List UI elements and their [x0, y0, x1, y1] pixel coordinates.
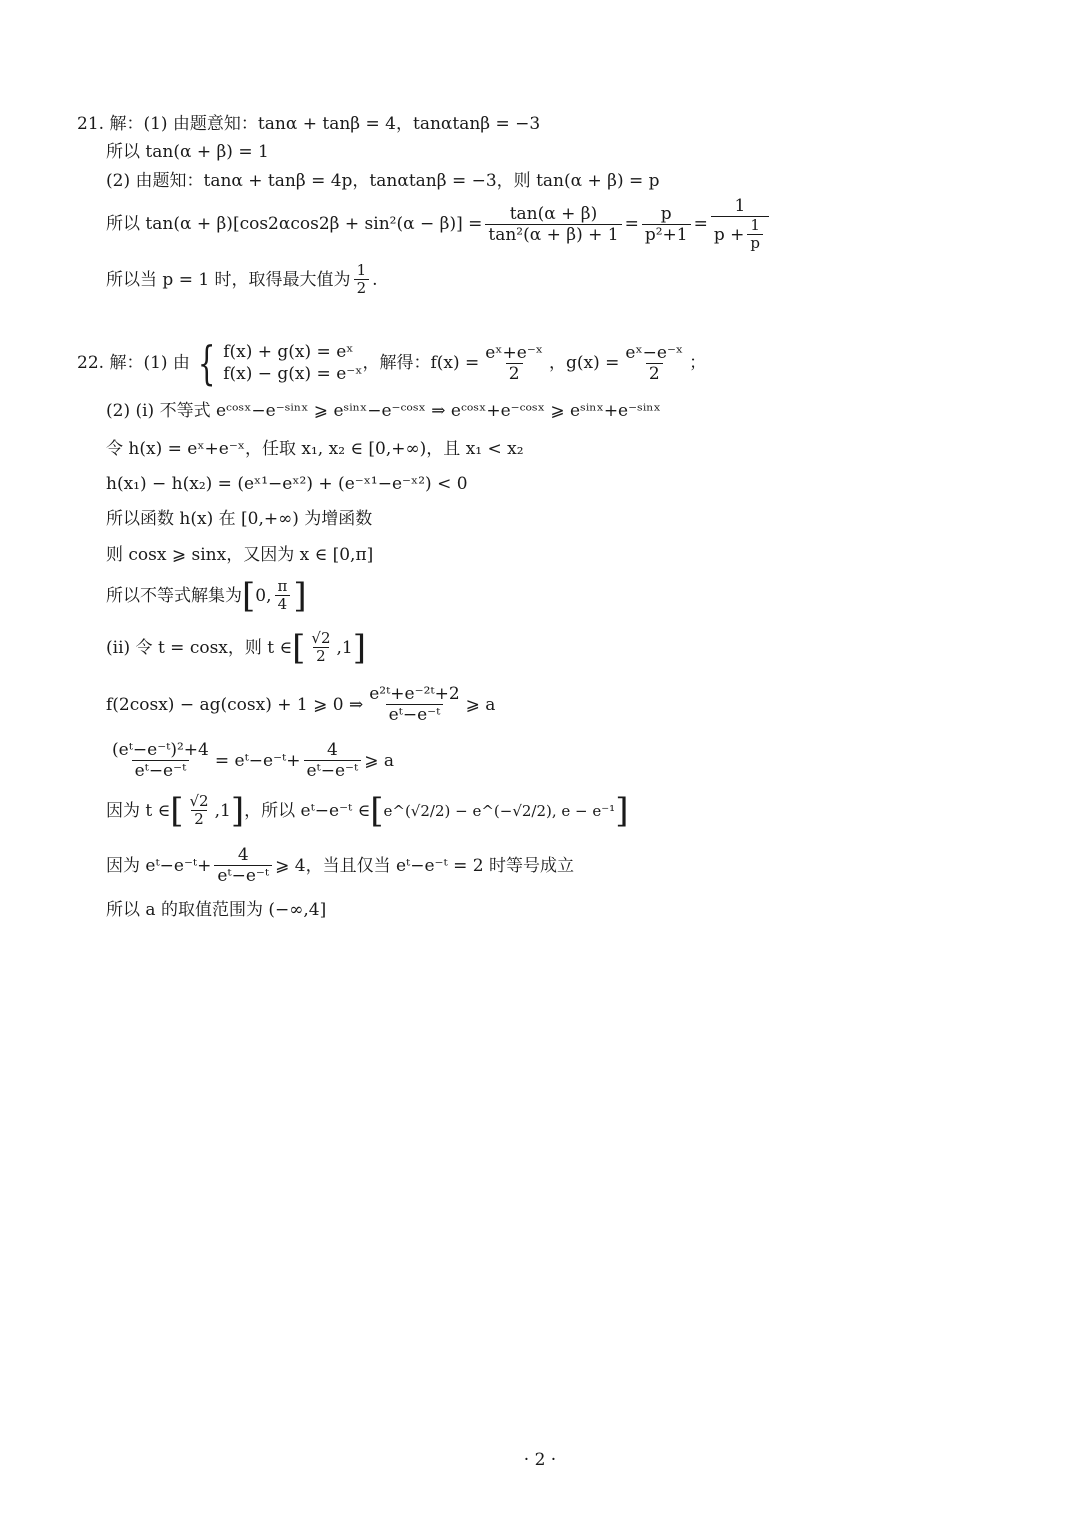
numerator: √2	[311, 629, 331, 647]
q22-line-5: 所以函数 h(x) 在 [0,+∞) 为增函数	[106, 509, 373, 529]
q21-l5-left: 所以当 p = 1 时，取得最大值为	[106, 269, 351, 290]
right-bracket: ]	[615, 790, 629, 831]
q22-l11-b: ,1	[214, 800, 231, 821]
q22-l1-c: ，g(x) =	[549, 353, 620, 373]
pi-over-4	[275, 578, 291, 613]
right-bracket: ]	[352, 627, 366, 668]
q22-l7-a: 所以不等式解集为	[106, 585, 242, 606]
q21-fraction-2	[642, 204, 691, 245]
denominator: 2	[313, 647, 329, 665]
q22-line-7	[106, 575, 307, 616]
sqrt2-over-2	[187, 793, 212, 828]
left-bracket: [	[370, 790, 384, 831]
equals: =	[693, 214, 708, 234]
denominator: eᵗ−e⁻ᵗ	[304, 760, 362, 781]
numerator: eˣ−e⁻ˣ	[625, 342, 684, 363]
q22-line-1	[77, 336, 707, 390]
semicolon: ；	[689, 353, 707, 373]
numerator: (eᵗ−e⁻ᵗ)²+4	[112, 740, 209, 760]
fx-fraction	[482, 343, 546, 384]
q22-l10-b: ⩾ a	[364, 750, 395, 771]
left-bracket: [	[292, 627, 306, 668]
denominator: eᵗ−e⁻ᵗ	[214, 865, 272, 886]
denominator: 2	[646, 363, 663, 384]
q22-line-2: (2) (i) 不等式 eᶜᵒˢˣ−e⁻ˢⁱⁿˣ ⩾ eˢⁱⁿˣ−e⁻ᶜᵒˢˣ ⇒ eᶜᵒˢˣ+e⁻ᶜᵒˢˣ ⩾ eˢⁱⁿˣ+e⁻ˢⁱⁿˣ	[106, 401, 661, 421]
denominator: eᵗ−e⁻ᵗ	[132, 760, 190, 781]
q22-l1-b: ，解得：f(x) =	[362, 353, 480, 373]
q22-line-6: 则 cosx ⩾ sinx，又因为 x ∈ [0,π]	[106, 545, 374, 565]
numerator: π	[277, 577, 288, 595]
denominator: eᵗ−e⁻ᵗ	[386, 704, 444, 725]
q21-fraction-3	[711, 196, 769, 252]
page-number: · 2 ·	[523, 1450, 557, 1470]
denominator: p²+1	[642, 224, 691, 245]
denominator: 2	[354, 279, 370, 297]
q22-line-13: 所以 a 的取值范围为 (−∞,4]	[106, 900, 327, 920]
q22-l8-b: ,1	[336, 637, 353, 658]
q21-fraction-1	[485, 204, 621, 245]
q22-line-10	[106, 740, 394, 781]
q22-l7-b: 0,	[255, 585, 272, 606]
denominator-text: p +	[713, 224, 745, 245]
q22-l10-fraction-2	[304, 740, 362, 781]
q22-line-12	[106, 845, 574, 886]
system-eq-2: f(x) − g(x) = e⁻ˣ	[223, 364, 363, 384]
gx-fraction	[622, 343, 686, 384]
nested-fraction	[747, 217, 763, 252]
q22-l9-fraction	[366, 684, 462, 725]
q22-l11-c: ，所以 eᵗ−e⁻ᵗ ∈	[244, 800, 371, 821]
system-eq-1: f(x) + g(x) = eˣ	[223, 342, 354, 362]
q22-line-9	[106, 684, 495, 725]
left-bracket: [	[170, 790, 184, 831]
equation-system	[223, 341, 362, 385]
right-bracket: ]	[293, 575, 307, 616]
sqrt2-over-2	[308, 630, 333, 665]
denominator: 2	[506, 363, 523, 384]
numerator: eˣ+e⁻ˣ	[485, 342, 543, 363]
numerator: 1	[356, 261, 367, 279]
numerator: 1	[750, 216, 760, 234]
q22-l10-fraction-1	[109, 740, 212, 781]
q22-l9-b: ⩾ a	[465, 694, 496, 715]
q22-line-11	[106, 790, 629, 831]
q21-line-1: 21. 解：(1) 由题意知：tanα + tanβ = 4，tanαtanβ = −3	[77, 114, 541, 134]
q22-line-4: h(x₁) − h(x₂) = (eˣ¹−eˣ²) + (e⁻ˣ¹−e⁻ˣ²) < 0	[106, 474, 468, 494]
q22-l12-fraction	[214, 845, 272, 886]
q22-line-8	[106, 627, 366, 668]
q21-line-5	[106, 262, 378, 297]
left-bracket: [	[242, 575, 256, 616]
numerator: 4	[326, 740, 338, 760]
denominator: p	[747, 234, 763, 252]
numerator: tan(α + β)	[509, 203, 598, 224]
q22-l10-a: = eᵗ−e⁻ᵗ+	[214, 750, 301, 771]
denominator	[711, 216, 769, 252]
right-bracket: ]	[230, 790, 245, 831]
q21-l4-left: 所以 tan(α + β)[cos2αcos2β + sin²(α − β)] =	[106, 214, 483, 234]
denominator: 2	[191, 810, 207, 828]
numerator: e²ᵗ+e⁻²ᵗ+2	[369, 684, 460, 704]
q22-l1-a: 22. 解：(1) 由	[77, 353, 190, 373]
q22-l11-a: 因为 t ∈	[106, 800, 171, 821]
denominator: tan²(α + β) + 1	[485, 224, 621, 245]
numerator: √2	[189, 792, 209, 810]
q22-l12-b: ⩾ 4，当且仅当 eᵗ−e⁻ᵗ = 2 时等号成立	[275, 855, 574, 876]
left-brace-icon: {	[197, 336, 216, 390]
numerator: 1	[734, 196, 746, 216]
q22-l9-a: f(2cosx) − ag(cosx) + 1 ⩾ 0 ⇒	[106, 694, 364, 715]
denominator: 4	[275, 595, 291, 613]
numerator: p	[660, 203, 672, 224]
numerator: 4	[237, 845, 249, 865]
q21-line-4	[106, 196, 772, 252]
q22-l11-d: e^(√2/2) − e^(−√2/2), e − e⁻¹	[383, 801, 616, 820]
q21-line-2: 所以 tan(α + β) = 1	[106, 142, 269, 162]
q22-l12-a: 因为 eᵗ−e⁻ᵗ+	[106, 855, 212, 876]
q22-line-3: 令 h(x) = eˣ+e⁻ˣ，任取 x₁, x₂ ∈ [0,+∞)，且 x₁ < x₂	[106, 439, 524, 459]
q21-max-fraction	[354, 262, 370, 297]
equals: =	[624, 214, 639, 234]
q21-line-3: (2) 由题知：tanα + tanβ = 4p，tanαtanβ = −3，则 tan(α + β) = p	[106, 171, 660, 191]
period: .	[372, 269, 378, 290]
q22-l8-a: (ii) 令 t = cosx，则 t ∈	[106, 637, 293, 658]
